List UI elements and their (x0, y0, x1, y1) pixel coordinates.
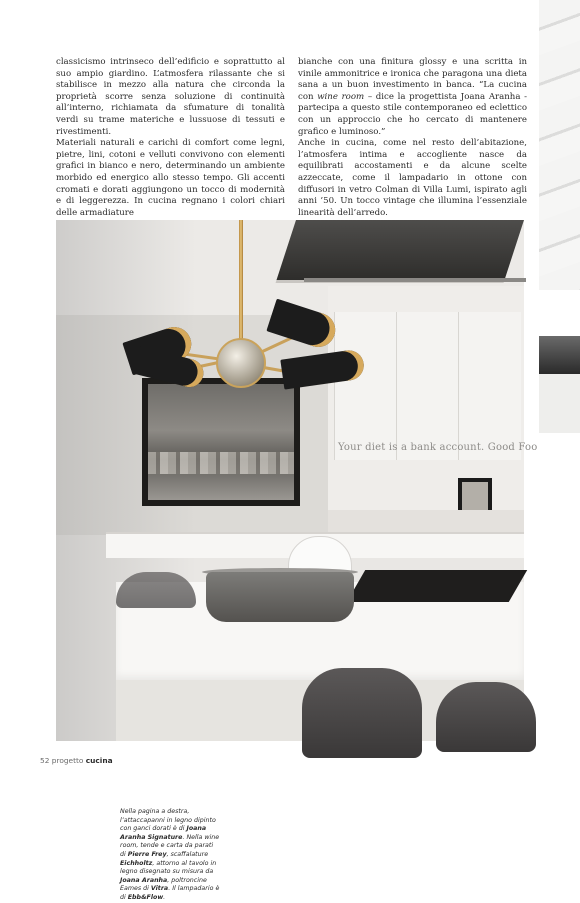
italic-term: wine room (317, 91, 365, 102)
range-hood-rim (304, 278, 526, 282)
strip-segment (539, 0, 580, 290)
article-paragraph: Materiali naturali e carichi di comfort come legni, pietre, lini, cotoni e velluti convivono con elementi grafici in bianco e nero, determinando un ambiente morbido ed energico allo stesso tempo. Gli accenti cromati e dorati aggiungono un tocco di modernità e di leggerezza. In cucina regnano i colori chiari delle armadiature (56, 138, 285, 218)
cabinet-door (334, 312, 397, 460)
backsplash (328, 510, 524, 534)
text-run: bianche con una finitura glossy e una scritta in vinile ammonitrice e ironica che paragona una dieta sana a un buon investimento in banca. “La cucina con (298, 57, 527, 102)
article-paragraph: classicismo intrinseco dell’edificio e soprattutto al suo ampio giardino. L’atmosfera rilassante che si stabilisce in mezzo alla natura che circonda la proprietà scorre senza soluzione di continuità all’interno, richiamata da sfumature di tonalità verdi su trame materiche e lussuose di tessuti e rivestimenti. (56, 57, 285, 137)
caption-brand: Ebb&Flow (127, 893, 164, 901)
caption-brand: Joana Aranha Signature (120, 825, 207, 841)
caption-brand: Eichholtz (120, 859, 153, 867)
photo-caption (120, 808, 220, 903)
text-run: – dice la progettista Joana Aranha - partecipa a questo stile contemporaneo ed eclettico con un approccio che ho cercato di mantenere grafico e luminoso.” (298, 91, 527, 137)
wall-slogan: Your diet is a bank account. Good Foo (338, 442, 538, 453)
caption-text: , scaffalature (166, 850, 209, 858)
caption-text: , attorno al tavolo in legno disegnato su misura da (120, 859, 217, 876)
caption-text: . Nella wine room, tende e carta da parati di (120, 833, 220, 858)
cooktop (347, 570, 527, 602)
bar-stool (436, 682, 536, 752)
cabinet-door (458, 312, 521, 460)
caption-brand: Joana Aranha (120, 876, 168, 884)
cabinet-door (396, 312, 459, 460)
article-paragraph: Anche in cucina, come nel resto dell’abitazione, l’atmosfera intima e accogliente nasce da equilibrati accostamenti e da alcune scelte azzeccate, come il lampadario in ottone con diffusori in vetro Colman di Villa Lumi, ispirato agli anni ’50. Un tocco vintage che illumina l’essenziale linearità dell’arredo. (298, 138, 527, 218)
caption-text: , poltroncine Eames di (120, 876, 207, 893)
section-name: cucina (85, 756, 113, 765)
strip-segment (539, 290, 580, 336)
strip-segment (539, 336, 580, 374)
caption-brand: Pierre Frey (127, 850, 167, 858)
caption-text: . (163, 893, 166, 901)
framed-artwork (142, 378, 300, 506)
page-footer (40, 756, 113, 765)
magazine-name: progetto (51, 756, 84, 765)
caption-brand: Vitra (150, 885, 169, 893)
artwork-canvas (148, 384, 294, 500)
metal-tub (206, 572, 354, 622)
range-hood (276, 220, 524, 283)
article-paragraph (298, 57, 527, 138)
caption-text: . Il lampadario è di (120, 885, 220, 901)
chandelier-globe (216, 338, 266, 388)
article-column-left (56, 57, 285, 219)
bar-stool (116, 572, 196, 608)
caption-text: Nella pagina a destra, l’attaccapanni in legno dipinto con ganci dorati è di (120, 808, 216, 833)
article-column-right (298, 57, 527, 219)
chandelier-stem (239, 220, 243, 350)
page-number: 52 (40, 756, 50, 765)
bar-stool (302, 668, 422, 758)
artwork-detail (148, 452, 294, 474)
strip-segment (539, 374, 580, 433)
facing-page-photo-edge (539, 0, 580, 433)
